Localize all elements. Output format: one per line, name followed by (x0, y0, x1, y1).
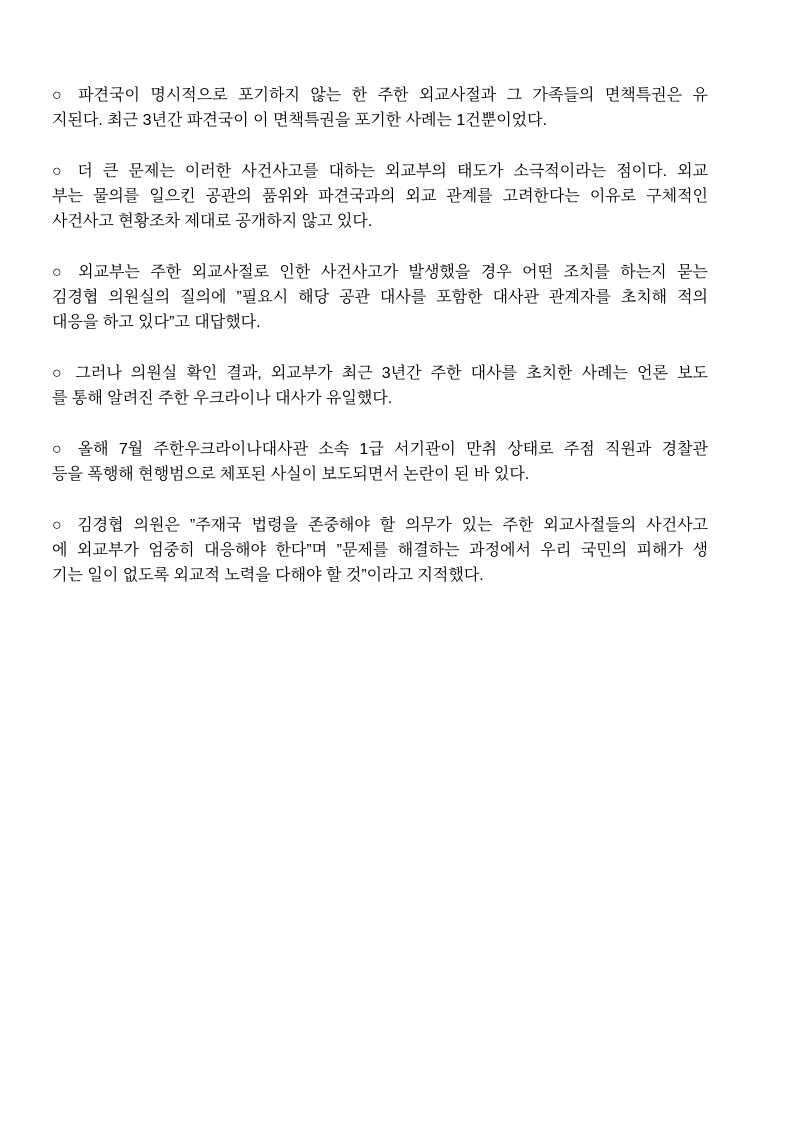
text-line: 부는 물의를 일으킨 공관의 품위와 파견국과의 외교 관계를 고려한다는 이유로 구체적인 (52, 188, 708, 205)
paragraph (52, 513, 708, 588)
text-line: ○ 김경협 의원은 ”주재국 법령을 존중해야 할 의무가 있는 주한 외교사절들의 사건사고 (52, 517, 708, 534)
text-line: 기는 일이 없도록 외교적 노력을 다해야 할 것”이라고 지적했다. (52, 567, 484, 584)
text-line: 등을 폭행해 현행범으로 체포된 사실이 보도되면서 논란이 된 바 있다. (52, 466, 530, 483)
text-line: 김경협 의원실의 질의에 ”필요시 해당 공관 대사를 포함한 대사관 관계자를 초치해 적의 (52, 289, 708, 306)
paragraph (52, 260, 708, 335)
text-line: ○ 올해 7월 주한우크라이나대사관 소속 1급 서기관이 만취 상태로 주점 직원과 경찰관 (52, 441, 708, 458)
paragraph (52, 437, 708, 487)
text-line: 사건사고 현황조차 제대로 공개하지 않고 있다. (52, 213, 373, 230)
text-line: 에 외교부가 엄중히 대응해야 한다”며 ”문제를 해결하는 과정에서 우리 국민의 피해가 생 (52, 542, 708, 559)
text-line: ○ 더 큰 문제는 이러한 사건사고를 대하는 외교부의 태도가 소극적이라는 점이다. 외교 (52, 163, 708, 180)
text-line: ○ 파견국이 명시적으로 포기하지 않는 한 주한 외교사절과 그 가족들의 면책특권은 유 (52, 87, 708, 104)
document-body (52, 83, 708, 588)
paragraph (52, 361, 708, 411)
paragraph (52, 159, 708, 234)
text-line: 대응을 하고 있다”고 대답했다. (52, 314, 261, 331)
paragraph (52, 83, 708, 133)
text-line: 지된다. 최근 3년간 파견국이 이 면책특권을 포기한 사례는 1건뿐이었다. (52, 112, 548, 129)
text-line: 를 통해 알려진 주한 우크라이나 대사가 유일했다. (52, 390, 393, 407)
text-line: ○ 그러나 의원실 확인 결과, 외교부가 최근 3년간 주한 대사를 초치한 사례는 언론 보도 (52, 365, 708, 382)
text-line: ○ 외교부는 주한 외교사절로 인한 사건사고가 발생했을 경우 어떤 조치를 하는지 묻는 (52, 264, 708, 281)
